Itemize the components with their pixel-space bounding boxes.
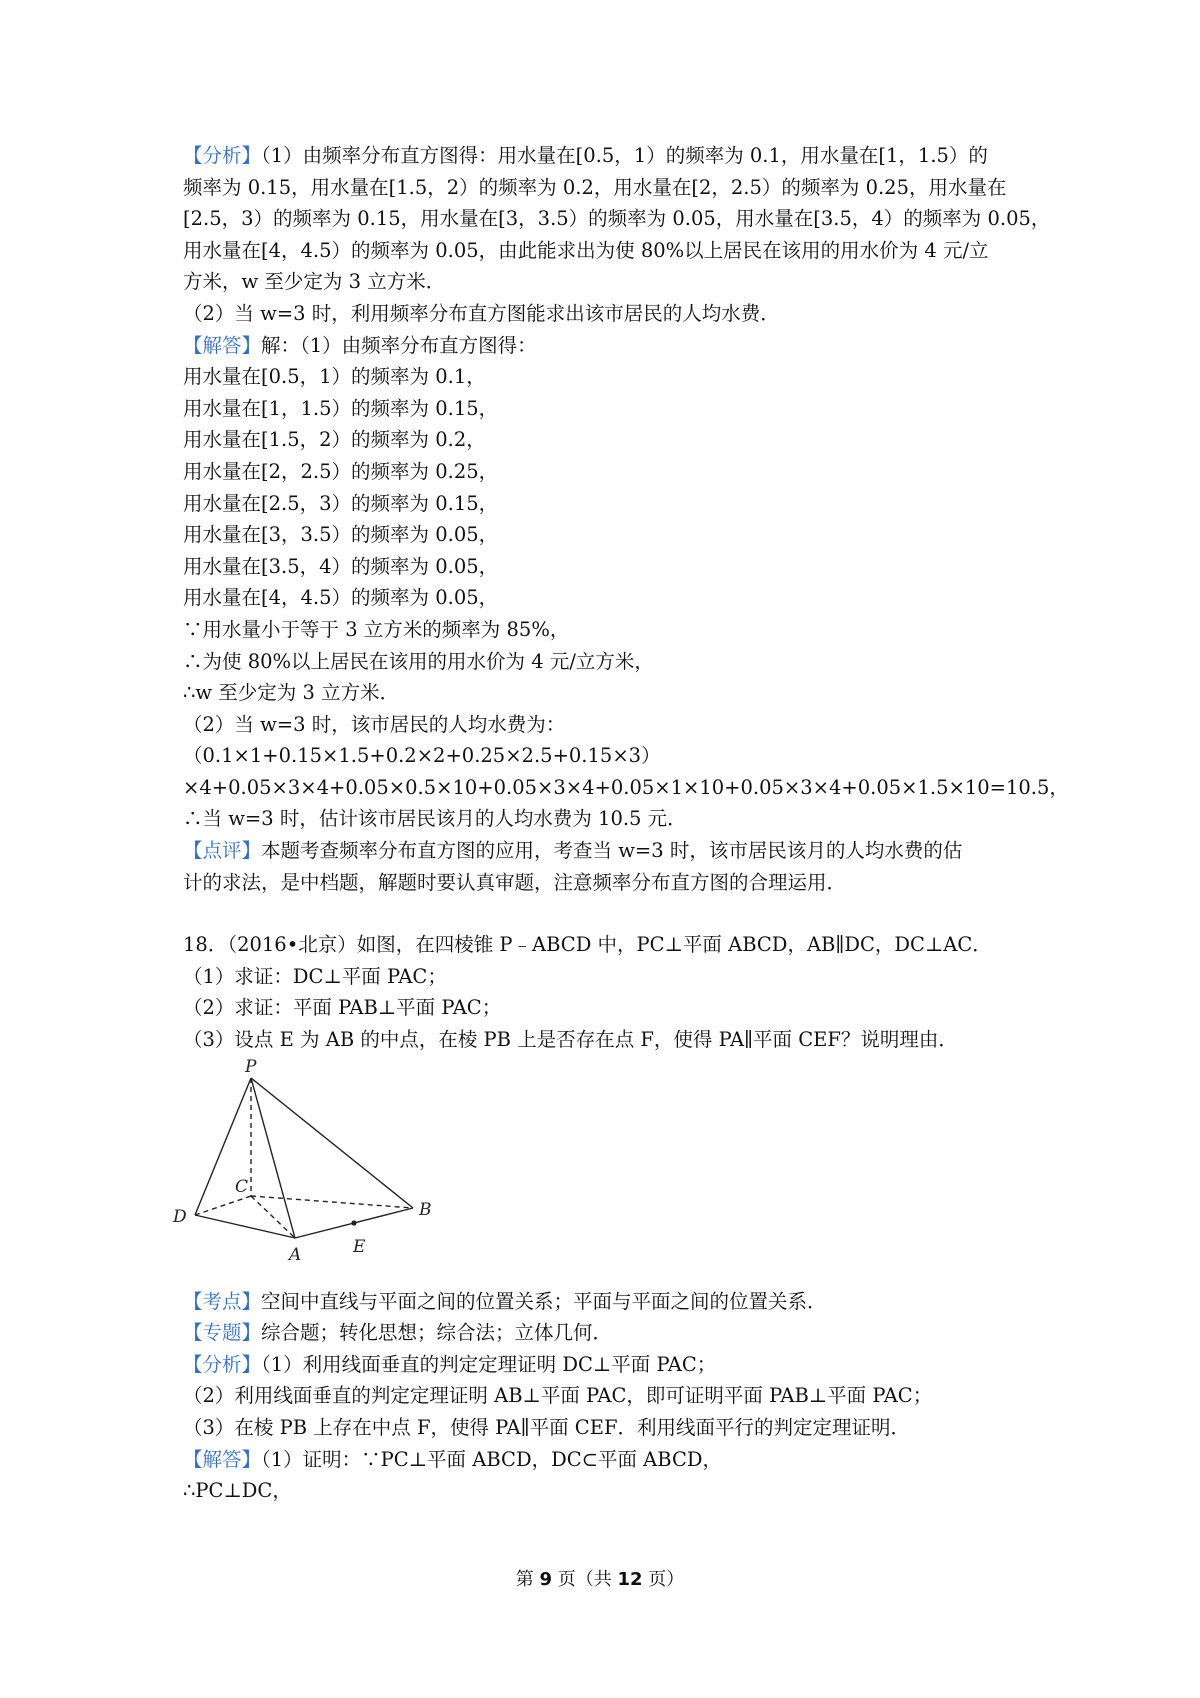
section-tag: 【解答】 xyxy=(183,1447,262,1471)
section-tag: 【分析】 xyxy=(183,144,262,167)
line-text: （2）求证：平面 PAB⊥平面 PAC； xyxy=(183,996,502,1020)
section-tag: 【专题】 xyxy=(183,1321,262,1345)
line-text: 空间中直线与平面之间的位置关系；平面与平面之间的位置关系． xyxy=(261,1289,827,1313)
edge-DA xyxy=(195,1215,295,1238)
text-line xyxy=(183,803,1033,835)
text-line xyxy=(183,361,1033,393)
text-line xyxy=(183,867,1033,899)
text-line xyxy=(183,740,1033,772)
label-E: E xyxy=(353,1236,366,1257)
line-text: ∴当 w=3 时，估计该市居民该月的人均水费为 10.5 元． xyxy=(183,807,687,831)
label-D: D xyxy=(173,1206,187,1227)
line-text: （3）设点 E 为 AB 的中点，在棱 PB 上是否存在点 F，使得 PA∥平面 CEF？说明理由． xyxy=(183,1028,958,1052)
text-line xyxy=(183,992,1033,1024)
edge-DC xyxy=(195,1196,251,1215)
line-text: 用水量在[2，2.5）的频率为 0.25， xyxy=(183,459,499,483)
line-text: ∴PC⊥DC， xyxy=(183,1479,292,1503)
text-line xyxy=(183,519,1033,551)
solution-section-q18 xyxy=(183,1286,1033,1507)
footer-middle: 页（共 xyxy=(552,1569,618,1590)
section-gap xyxy=(183,898,1033,929)
line-text: （1）利用线面垂直的判定定理证明 DC⊥平面 PAC； xyxy=(261,1352,717,1376)
line-text: 计的求法，是中档题，解题时要认真审题，注意频率分布直方图的合理运用． xyxy=(183,870,847,894)
text-line xyxy=(183,140,1033,172)
footer-total-pages: 12 xyxy=(617,1569,643,1590)
text-line xyxy=(183,1412,1033,1444)
edge-CA xyxy=(251,1196,295,1238)
text-line xyxy=(183,172,1033,204)
section-tag: 【解答】 xyxy=(183,333,262,357)
line-text: 综合题；转化思想；综合法；立体几何． xyxy=(261,1321,613,1345)
text-line xyxy=(183,1317,1033,1349)
line-text: （2）当 w=3 时，利用频率分布直方图能求出该市居民的人均水费． xyxy=(183,301,780,325)
line-text: （1）求证：DC⊥平面 PAC； xyxy=(183,964,447,988)
line-text: 用水量在[1.5，2）的频率为 0.2， xyxy=(183,428,486,452)
text-line xyxy=(183,1475,1033,1507)
text-line xyxy=(183,835,1033,867)
text-line xyxy=(183,1024,1033,1056)
section-tag: 【考点】 xyxy=(183,1289,262,1313)
line-text: （2）利用线面垂直的判定定理证明 AB⊥平面 PAC，即可证明平面 PAB⊥平面 PAC； xyxy=(183,1384,933,1408)
line-text: （3）在棱 PB 上存在中点 F，使得 PA∥平面 CEF．利用线面平行的判定定理证明． xyxy=(183,1416,910,1439)
label-C: C xyxy=(235,1176,249,1197)
section-tag: 【点评】 xyxy=(183,839,262,863)
line-text: 频率为 0.15，用水量在[1.5，2）的频率为 0.2，用水量在[2，2.5）的频率为 0.25，用水量在 xyxy=(183,175,1007,199)
line-text: ∵用水量小于等于 3 立方米的频率为 85%， xyxy=(183,617,570,641)
page-content xyxy=(173,140,1069,1507)
line-text: 本题考查频率分布直方图的应用，考查当 w=3 时，该市居民该月的人均水费的估 xyxy=(261,839,963,863)
text-line xyxy=(183,488,1033,520)
footer-page-number: 9 xyxy=(539,1569,552,1590)
text-line xyxy=(183,961,1033,993)
text-line xyxy=(183,235,1033,267)
line-text: [2.5，3）的频率为 0.15，用水量在[3，3.5）的频率为 0.05，用水量在[3.5，4）的频率为 0.05， xyxy=(183,207,1051,231)
text-line xyxy=(183,1286,1033,1318)
text-line xyxy=(183,551,1033,583)
line-text: ∴w 至少定为 3 立方米． xyxy=(183,681,400,705)
text-line xyxy=(183,709,1033,741)
line-text: 用水量在[3，3.5）的频率为 0.05， xyxy=(183,523,499,547)
text-line xyxy=(183,677,1033,709)
text-line xyxy=(183,1349,1033,1381)
solution-section-q17 xyxy=(183,140,1069,898)
line-text: 用水量在[0.5，1）的频率为 0.1， xyxy=(183,365,486,389)
label-A: A xyxy=(289,1244,302,1265)
pyramid-diagram xyxy=(173,1056,473,1280)
line-text: 用水量在[1，1.5）的频率为 0.15， xyxy=(183,396,499,420)
line-text: （1）证明：∵PC⊥平面 ABCD，DC⊂平面 ABCD， xyxy=(261,1447,722,1471)
text-line xyxy=(183,393,1033,425)
line-text: （2）当 w=3 时，该市居民的人均水费为： xyxy=(183,712,566,736)
line-text: 解：（1）由频率分布直方图得： xyxy=(261,333,537,357)
text-line xyxy=(183,424,1033,456)
point-E xyxy=(351,1220,356,1225)
text-line xyxy=(183,266,1033,298)
text-line xyxy=(183,772,1069,804)
line-text: 18．（2016•北京）如图，在四棱锥 P﹣ABCD 中，PC⊥平面 ABCD，AB∥DC，DC⊥AC． xyxy=(183,933,992,957)
line-text: 用水量在[4，4.5）的频率为 0.05，由此能求出为使 80%以上居民在该用的用水价为 4 元/立 xyxy=(183,238,989,262)
text-line xyxy=(183,582,1033,614)
text-line xyxy=(183,330,1033,362)
line-text: （1）由频率分布直方图得：用水量在[0.5，1）的频率为 0.1，用水量在[1，1.5）的 xyxy=(261,144,988,167)
edge-PA xyxy=(251,1078,295,1238)
section-tag: 【分析】 xyxy=(183,1352,262,1376)
text-line xyxy=(183,646,1033,678)
line-text: 方米，w 至少定为 3 立方米． xyxy=(183,270,446,294)
line-text: 用水量在[2.5，3）的频率为 0.15， xyxy=(183,491,499,515)
text-line xyxy=(183,298,1033,330)
problem-18-statement xyxy=(183,929,1033,1055)
pyramid-figure xyxy=(173,1056,1033,1286)
label-B: B xyxy=(419,1199,432,1220)
footer-prefix: 第 xyxy=(515,1569,540,1590)
line-text: ×4+0.05×3×4+0.05×0.5×10+0.05×3×4+0.05×1×10+0.05×3×4+0.05×1.5×10=10.5， xyxy=(183,775,1069,799)
line-text: ∴为使 80%以上居民在该用的用水价为 4 元/立方米， xyxy=(183,649,654,673)
line-text: 用水量在[3.5，4）的频率为 0.05， xyxy=(183,554,499,578)
edge-CB xyxy=(251,1196,413,1208)
text-line xyxy=(183,1380,1033,1412)
label-P: P xyxy=(245,1056,257,1077)
footer-suffix: 页） xyxy=(642,1569,685,1590)
text-line xyxy=(183,456,1033,488)
text-line xyxy=(183,1444,1033,1476)
text-line xyxy=(183,203,1051,235)
line-text: 用水量在[4，4.5）的频率为 0.05， xyxy=(183,586,499,610)
text-line xyxy=(183,929,1033,961)
edge-PB xyxy=(251,1078,413,1208)
page-footer xyxy=(0,1565,1200,1591)
text-line xyxy=(183,614,1033,646)
line-text: （0.1×1+0.15×1.5+0.2×2+0.25×2.5+0.15×3） xyxy=(183,744,661,768)
